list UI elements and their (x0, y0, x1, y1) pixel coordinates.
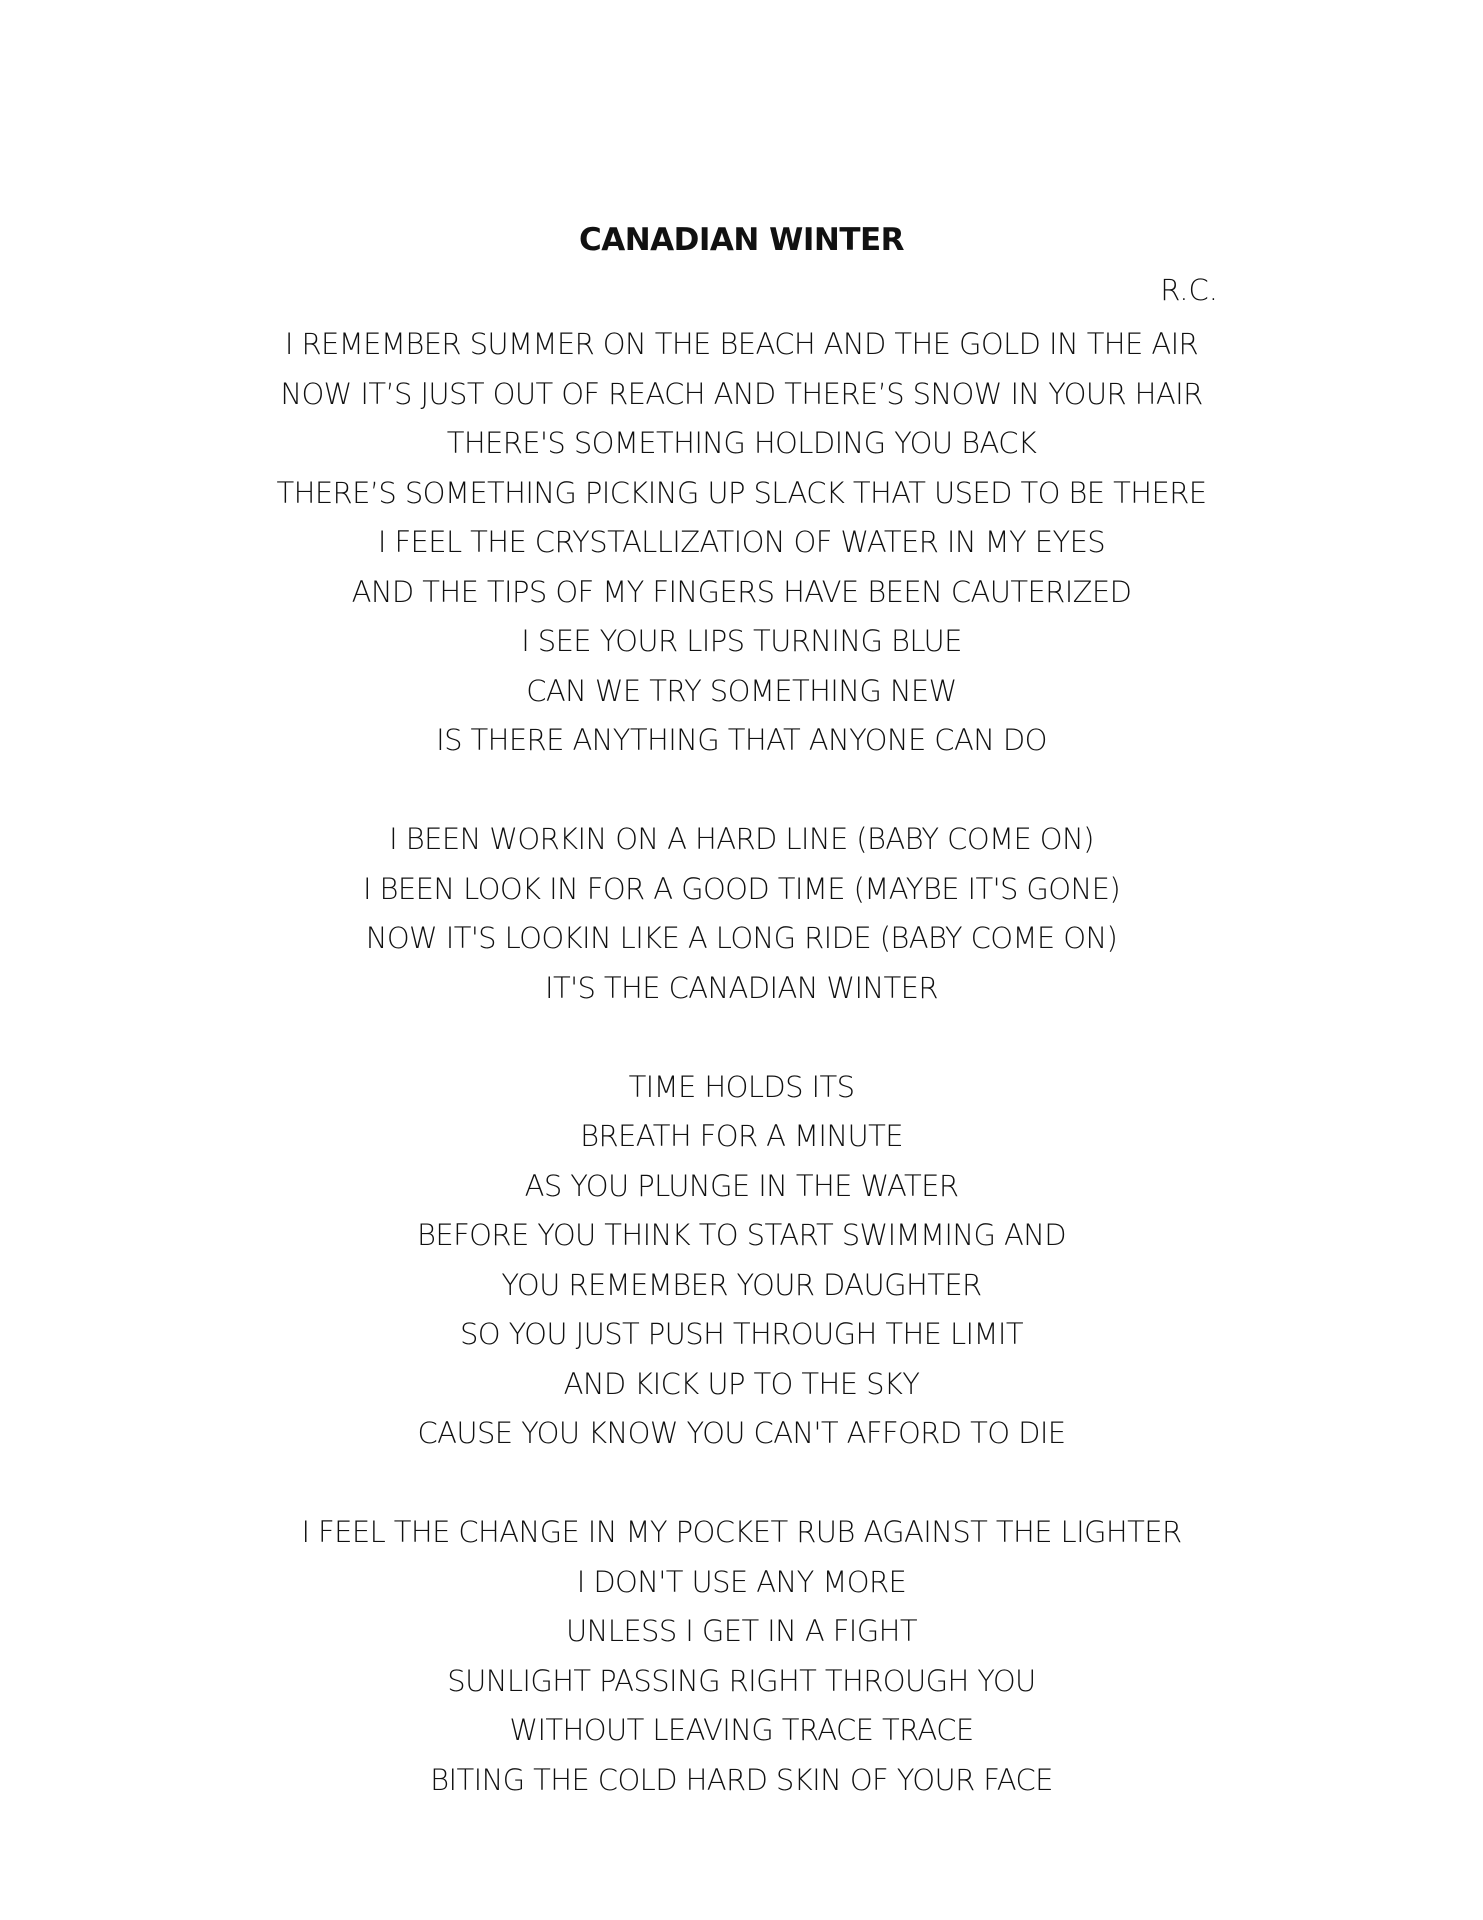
lyric-line: UNLESS I GET IN A FIGHT (566, 1614, 917, 1648)
lyric-line: CAUSE YOU KNOW YOU CAN'T AFFORD TO DIE (417, 1416, 1066, 1450)
stanza-2 (0, 815, 1483, 1013)
lyric-line: I BEEN LOOK IN FOR A GOOD TIME (MAYBE IT'S GONE) (362, 871, 1121, 906)
lyric-line: I BEEN WORKIN ON A HARD LINE (BABY COME ON) (389, 822, 1094, 856)
author-initials: R.C. (1160, 273, 1218, 307)
lyric-line: CAN WE TRY SOMETHING NEW (526, 673, 957, 708)
lyric-line: NOW IT'S LOOKIN LIKE A LONG RIDE (BABY COME ON) (365, 921, 1118, 955)
lyrics-body (0, 320, 1483, 1855)
lyric-line: IS THERE ANYTHING THAT ANYONE CAN DO (436, 723, 1047, 757)
lyric-line: BREATH FOR A MINUTE (580, 1119, 903, 1153)
lyric-line: NOW IT’S JUST OUT OF REACH AND THERE’S SNOW IN YOUR HAIR (280, 376, 1203, 411)
stanza-1 (0, 320, 1483, 766)
lyric-line: WITHOUT LEAVING TRACE TRACE (509, 1713, 974, 1747)
lyric-line: SO YOU JUST PUSH THROUGH THE LIMIT (460, 1317, 1023, 1351)
lyric-line: TIME HOLDS ITS (628, 1069, 855, 1104)
lyric-line: IT'S THE CANADIAN WINTER (545, 970, 938, 1005)
lyric-line: YOU REMEMBER YOUR DAUGHTER (501, 1267, 982, 1302)
lyric-line: SUNLIGHT PASSING RIGHT THROUGH YOU (447, 1663, 1036, 1698)
lyric-line: I SEE YOUR LIPS TURNING BLUE (521, 624, 962, 658)
stanza-4 (0, 1508, 1483, 1805)
lyric-line: AND THE TIPS OF MY FINGERS HAVE BEEN CAUTERIZED (351, 574, 1132, 609)
lyric-line: THERE'S SOMETHING HOLDING YOU BACK (446, 426, 1037, 460)
lyric-line: AND KICK UP TO THE SKY (563, 1366, 920, 1401)
lyric-line: THERE’S SOMETHING PICKING UP SLACK THAT USED TO BE THERE (276, 475, 1207, 510)
lyric-line: AS YOU PLUNGE IN THE WATER (524, 1168, 959, 1203)
lyric-line: BITING THE COLD HARD SKIN OF YOUR FACE (430, 1762, 1053, 1797)
document-title: CANADIAN WINTER (578, 222, 905, 258)
stanza-3 (0, 1063, 1483, 1459)
lyric-line: I FEEL THE CHANGE IN MY POCKET RUB AGAINST THE LIGHTER (301, 1515, 1182, 1549)
lyric-line: I FEEL THE CRYSTALLIZATION OF WATER IN MY EYES (377, 525, 1106, 559)
lyric-line: BEFORE YOU THINK TO START SWIMMING AND (416, 1218, 1067, 1252)
lyric-line: I REMEMBER SUMMER ON THE BEACH AND THE GOLD IN THE AIR (284, 327, 1199, 361)
lyric-line: I DON'T USE ANY MORE (576, 1564, 907, 1599)
